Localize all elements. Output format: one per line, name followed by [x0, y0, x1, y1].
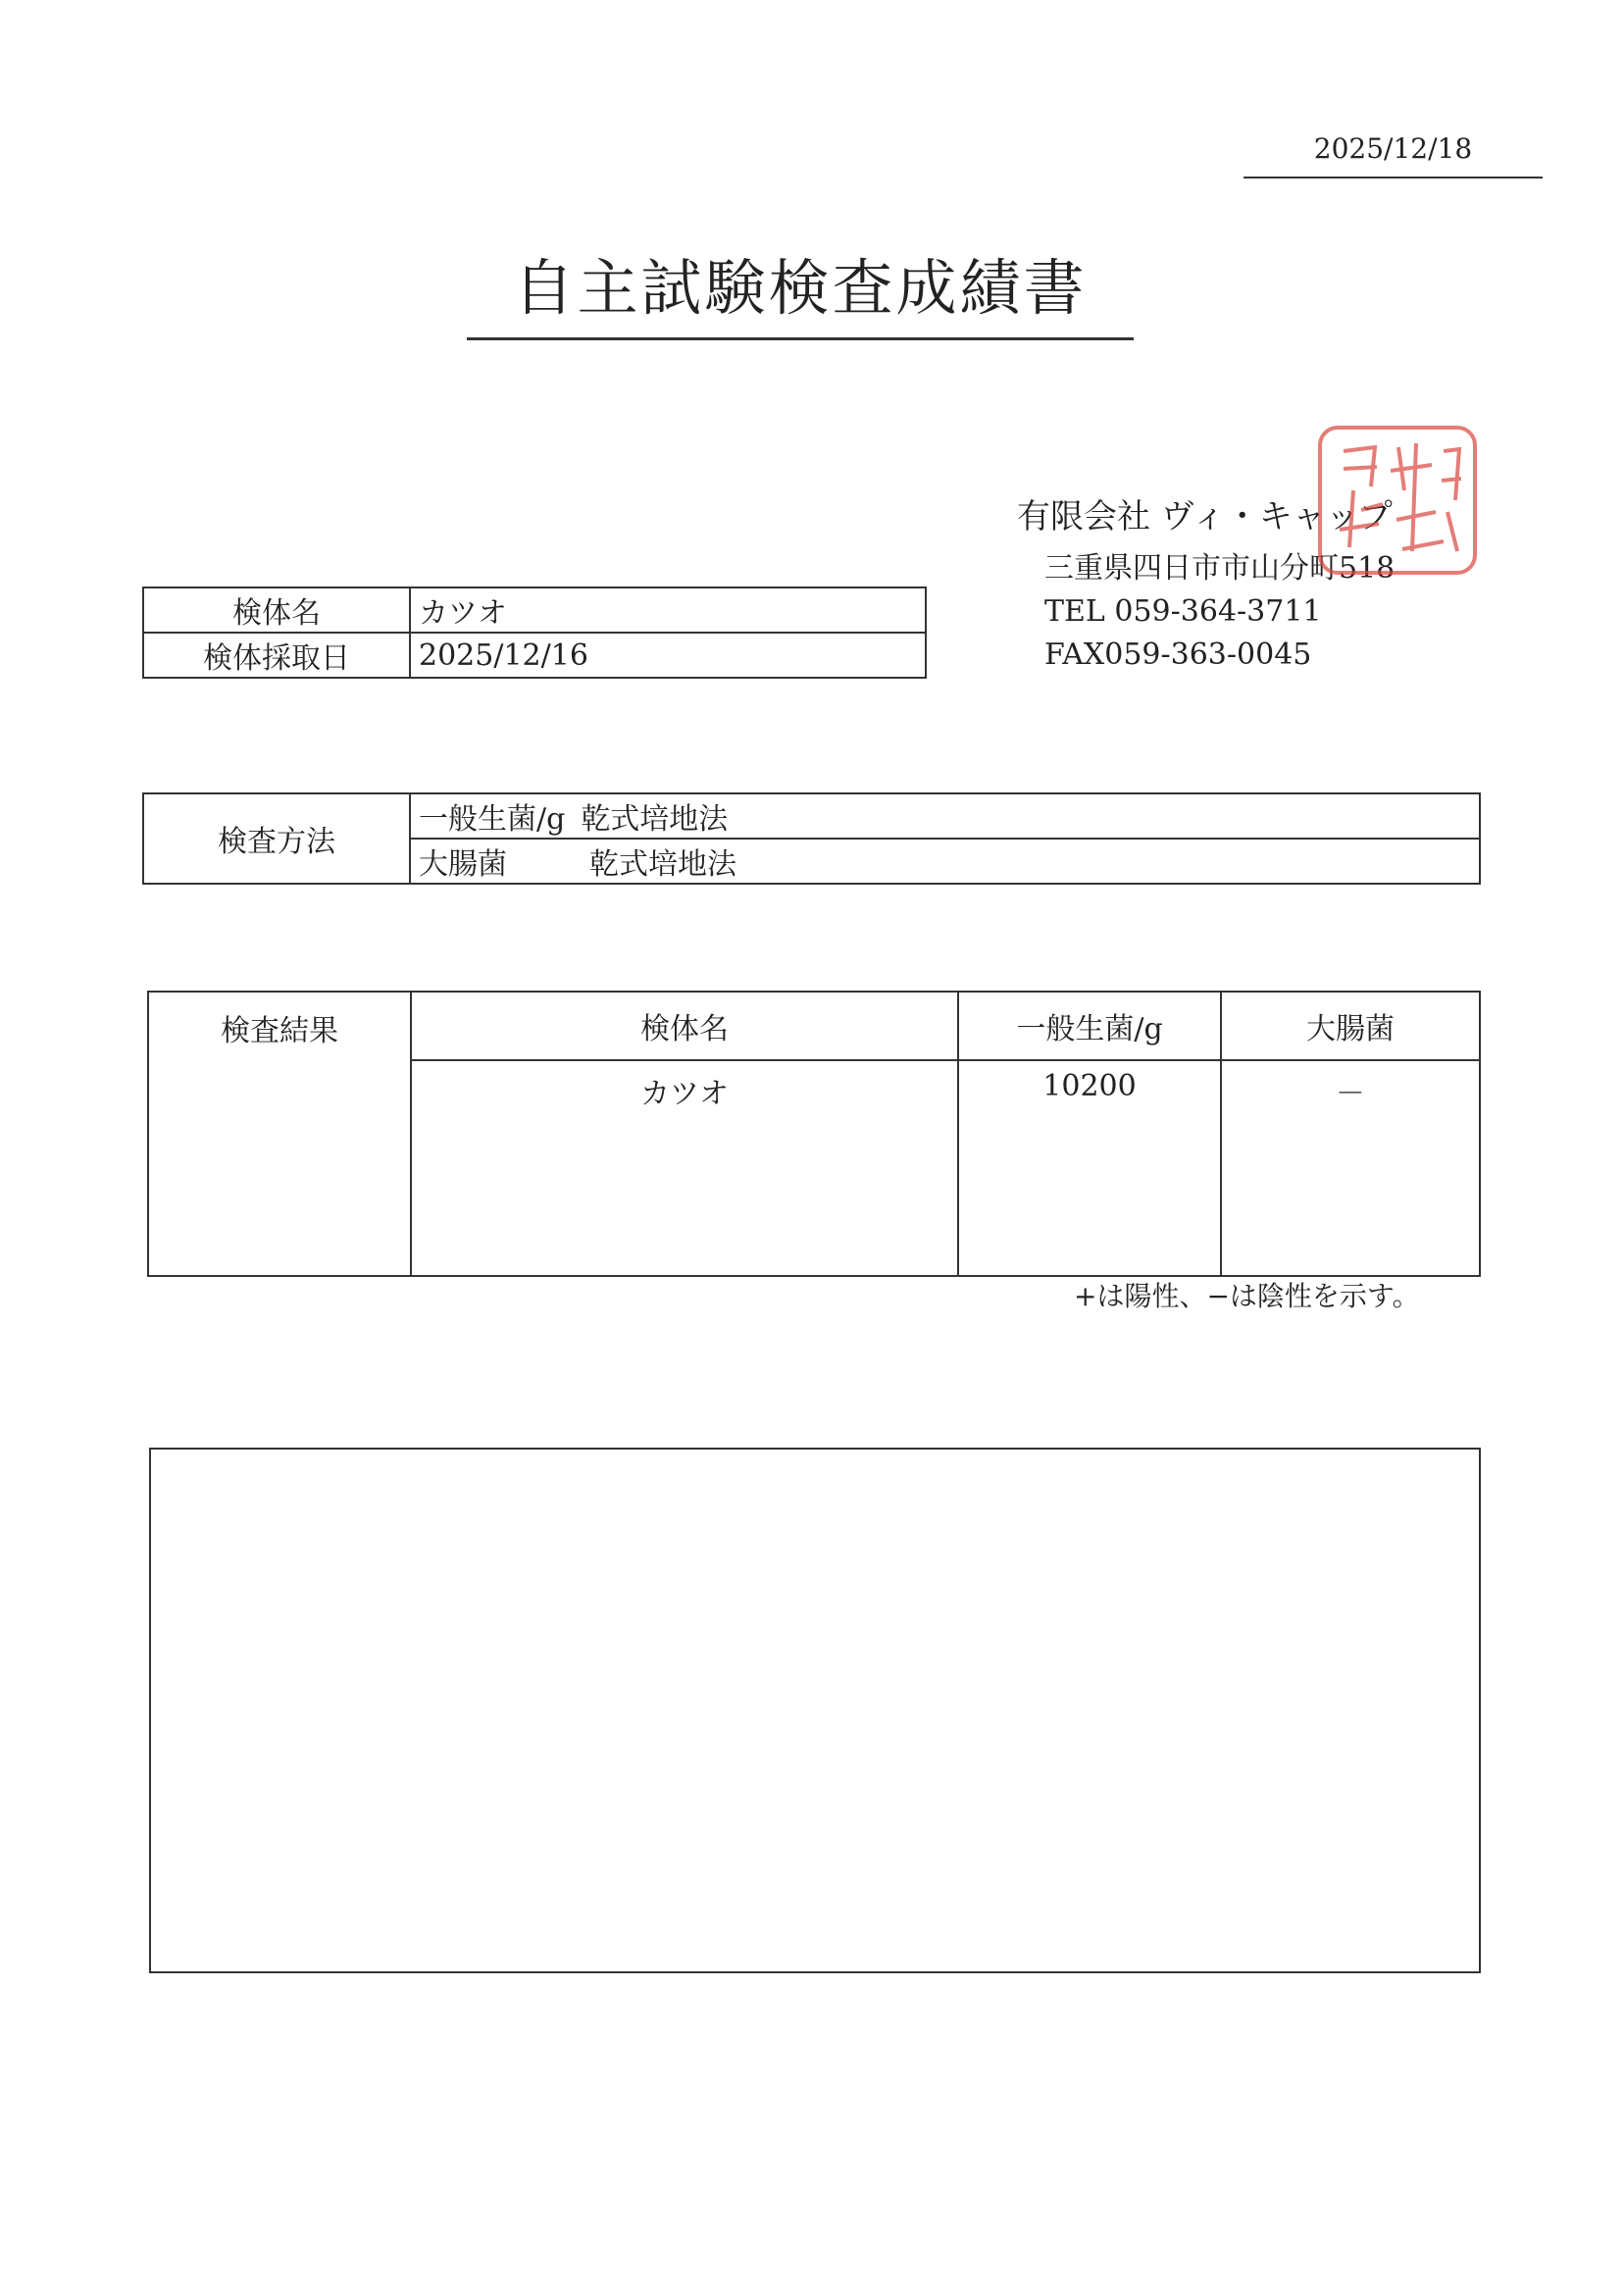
company-tel: TEL 059-364-3711 — [1044, 594, 1322, 629]
result-ecoli: － — [1221, 1060, 1480, 1276]
result-general-bacteria: 10200 — [958, 1060, 1221, 1276]
method-row — [410, 793, 1480, 839]
results-header-general-bacteria: 一般生菌/g — [958, 992, 1221, 1060]
table-header-row — [148, 992, 1480, 1060]
company-seal-icon — [1314, 422, 1481, 579]
sample-name-value: カツオ — [410, 587, 926, 633]
method-row — [410, 839, 1480, 884]
result-sample-name: カツオ — [411, 1060, 958, 1276]
sample-name-label: 検体名 — [143, 587, 410, 633]
table-row — [143, 793, 1480, 839]
sample-date-value: 2025/12/16 — [410, 633, 926, 678]
test-method-table — [142, 792, 1481, 885]
method-name: 乾式培地法 — [581, 802, 729, 837]
company-fax: FAX059-363-0045 — [1044, 637, 1312, 672]
table-row — [143, 587, 926, 633]
results-header-ecoli: 大腸菌 — [1221, 992, 1480, 1060]
method-name: 乾式培地法 — [589, 847, 736, 882]
results-header-sample: 検体名 — [411, 992, 958, 1060]
remarks-box — [149, 1448, 1481, 1973]
report-date: 2025/12/18 — [1243, 127, 1543, 178]
method-label: 検査方法 — [143, 793, 410, 884]
company-name: 有限会社 ヴィ・キャップ — [1017, 497, 1393, 536]
results-label: 検査結果 — [148, 992, 411, 1276]
legend-note: +は陽性、−は陰性を示す。 — [1074, 1280, 1420, 1312]
sample-date-label: 検体採取日 — [143, 633, 410, 678]
sample-info-table — [142, 586, 927, 679]
company-address: 三重県四日市市山分町518 — [1044, 551, 1396, 586]
table-row — [143, 633, 926, 678]
method-item: 大腸菌 — [419, 847, 507, 882]
method-item: 一般生菌/g — [419, 802, 566, 837]
document-title: 自主試験検査成績書 — [467, 247, 1134, 340]
test-results-table — [147, 991, 1481, 1277]
